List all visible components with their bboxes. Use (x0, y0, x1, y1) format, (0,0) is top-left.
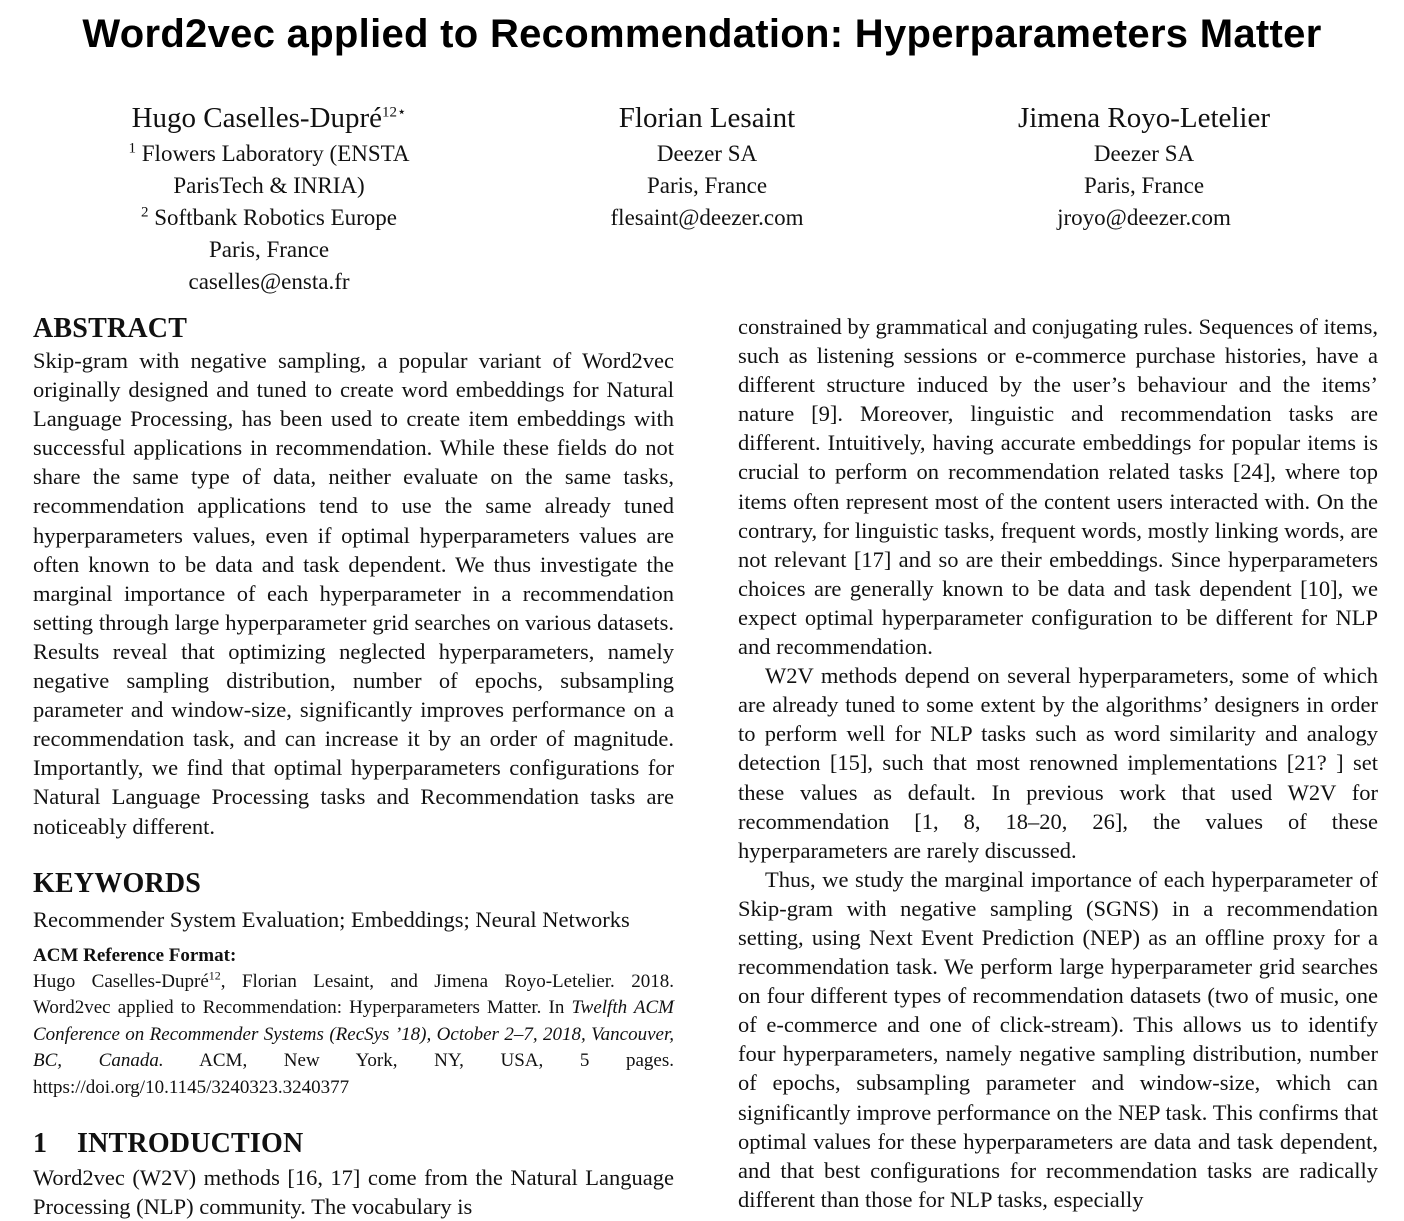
author-email: flesaint@deezer.com (610, 205, 804, 230)
introduction-paragraph-3: Thus, we study the marginal importance of each hyperparameter of Skip-gram with negative sampling (SGNS) in a recommendation setting, using Next Event Prediction (NEP) as an offline proxy for a recommendation task. We perform large hyperparameter grid searches on four different types of recommendation datasets (two of music, one of e-commerce and one of click-stream). This allows us to identify four hyperparameters, namely negative sampling distribution, number of epochs, subsampling parameter and window-size, which can significantly improve performance on the NEP task. This confirms that optimal values for these hyperparameters are data and task dependent, and that best configurations for recommendation tasks are radically different than those for NLP tasks, especially (738, 866, 1378, 1212)
author-name: Jimena Royo-Letelier (1017, 102, 1271, 134)
abstract-heading: ABSTRACT (33, 313, 188, 344)
author-name: Florian Lesaint (618, 102, 796, 134)
affiliation-line: $^1$ Flowers Laboratory (ENSTA (128, 140, 410, 166)
left-column (33, 312, 674, 1221)
keywords-text: Recommender System Evaluation; Embeddings; Neural Networks (33, 906, 630, 932)
introduction-heading: 1 INTRODUCTION (33, 1128, 304, 1160)
introduction-paragraph-1: Word2vec (W2V) methods [16, 17] come from the Natural Language Processing (NLP) community. The vocabulary is (33, 1165, 674, 1220)
acm-reference-text: Hugo Caselles-Dupré$^{12}$, Florian Lesaint, and Jimena Royo-Letelier. 2018. Word2vec applied to Recommendation: Hyperparameters Matter. In Twelfth ACM Conference on Recommender Systems (RecSys ’18), October 2–7, 2018, Vancouver, BC, Canada. ACM, New York, NY, USA, 5 pages. https://doi.org/10.1145/3240323.3240377 (33, 968, 674, 1098)
right-column (738, 312, 1378, 1214)
author-location: Paris, France (208, 237, 330, 262)
affiliation-line: $^2$ Softbank Robotics Europe (141, 204, 397, 230)
introduction-paragraph-2: W2V methods depend on several hyperparameters, some of which are already tuned to some extent by the algorithms’ designers in order to perform well for NLP tasks such as word similarity and analogy detection [15], such that most renowned implementations [21? ] set these values as default. In previous work that used W2V for recommendation [1, 8, 18–20, 26], the values of these hyperparameters are rarely discussed. (738, 663, 1378, 863)
author-email: jroyo@deezer.com (1057, 205, 1231, 230)
author-location: Paris, France (646, 173, 768, 198)
affiliation-line: ParisTech & INRIA) (173, 173, 365, 198)
author-organization: Deezer SA (656, 141, 758, 166)
abstract-text: Skip-gram with negative sampling, a popular variant of Word2vec originally designed and tuned to create word embeddings for Natural Language Processing, has been used to create item embeddings with successful applications in recommendation. While these fields do not share the same type of data, neither evaluate on the same tasks, recommendation applications tend to use the same already tuned hyperparameters values, even if optimal hyperparameters values are often known to be data and task dependent. We thus investigate the marginal importance of each hyperparameter in a recommendation setting through large hyperparameter grid searches on various datasets. Results reveal that optimizing neglected hyperparameters, namely negative sampling distribution, number of epochs, subsampling parameter and window-size, significantly improves performance on a recommendation task, and can increase it by an order of magnitude. Importantly, we find that optimal hyperparameters configurations for Natural Language Processing tasks and Recommendation tasks are noticeably different. (33, 348, 674, 839)
introduction-paragraph-1-continued: constrained by grammatical and conjugating rules. Sequences of items, such as listening sessions or e-commerce purchase histories, have a different structure induced by the user’s behaviour and the items’ nature [9]. Moreover, linguistic and recommendation tasks are different. Intuitively, having accurate embeddings for popular items is crucial to perform on recommendation related tasks [24], where top items often represent most of the content users interacted with. On the contrary, for linguistic tasks, frequent words, mostly linking words, are not relevant [17] and so are their embeddings. Since hyperparameters choices are generally known to be data and task dependent [10], we expect optimal hyperparameter configuration to be different for NLP and recommendation. (738, 314, 1378, 660)
author-email: caselles@ensta.fr (188, 269, 350, 294)
author-name: Hugo Caselles-Dupré$^{12⋆}$ (131, 102, 407, 134)
acm-reference-heading: ACM Reference Format: (33, 944, 237, 966)
author-2 (480, 98, 934, 234)
author-location: Paris, France (1083, 173, 1205, 198)
paper-title: Word2vec applied to Recommendation: Hyperparameters Matter (82, 12, 1322, 56)
author-superscript: 12⋆ (382, 104, 407, 121)
author-organization: Deezer SA (1093, 141, 1195, 166)
keywords-heading: KEYWORDS (33, 867, 202, 899)
author-1 (40, 98, 498, 298)
affiliation-marker: 2 (141, 204, 149, 221)
affiliation-marker: 1 (128, 140, 137, 157)
author-3 (916, 98, 1372, 234)
